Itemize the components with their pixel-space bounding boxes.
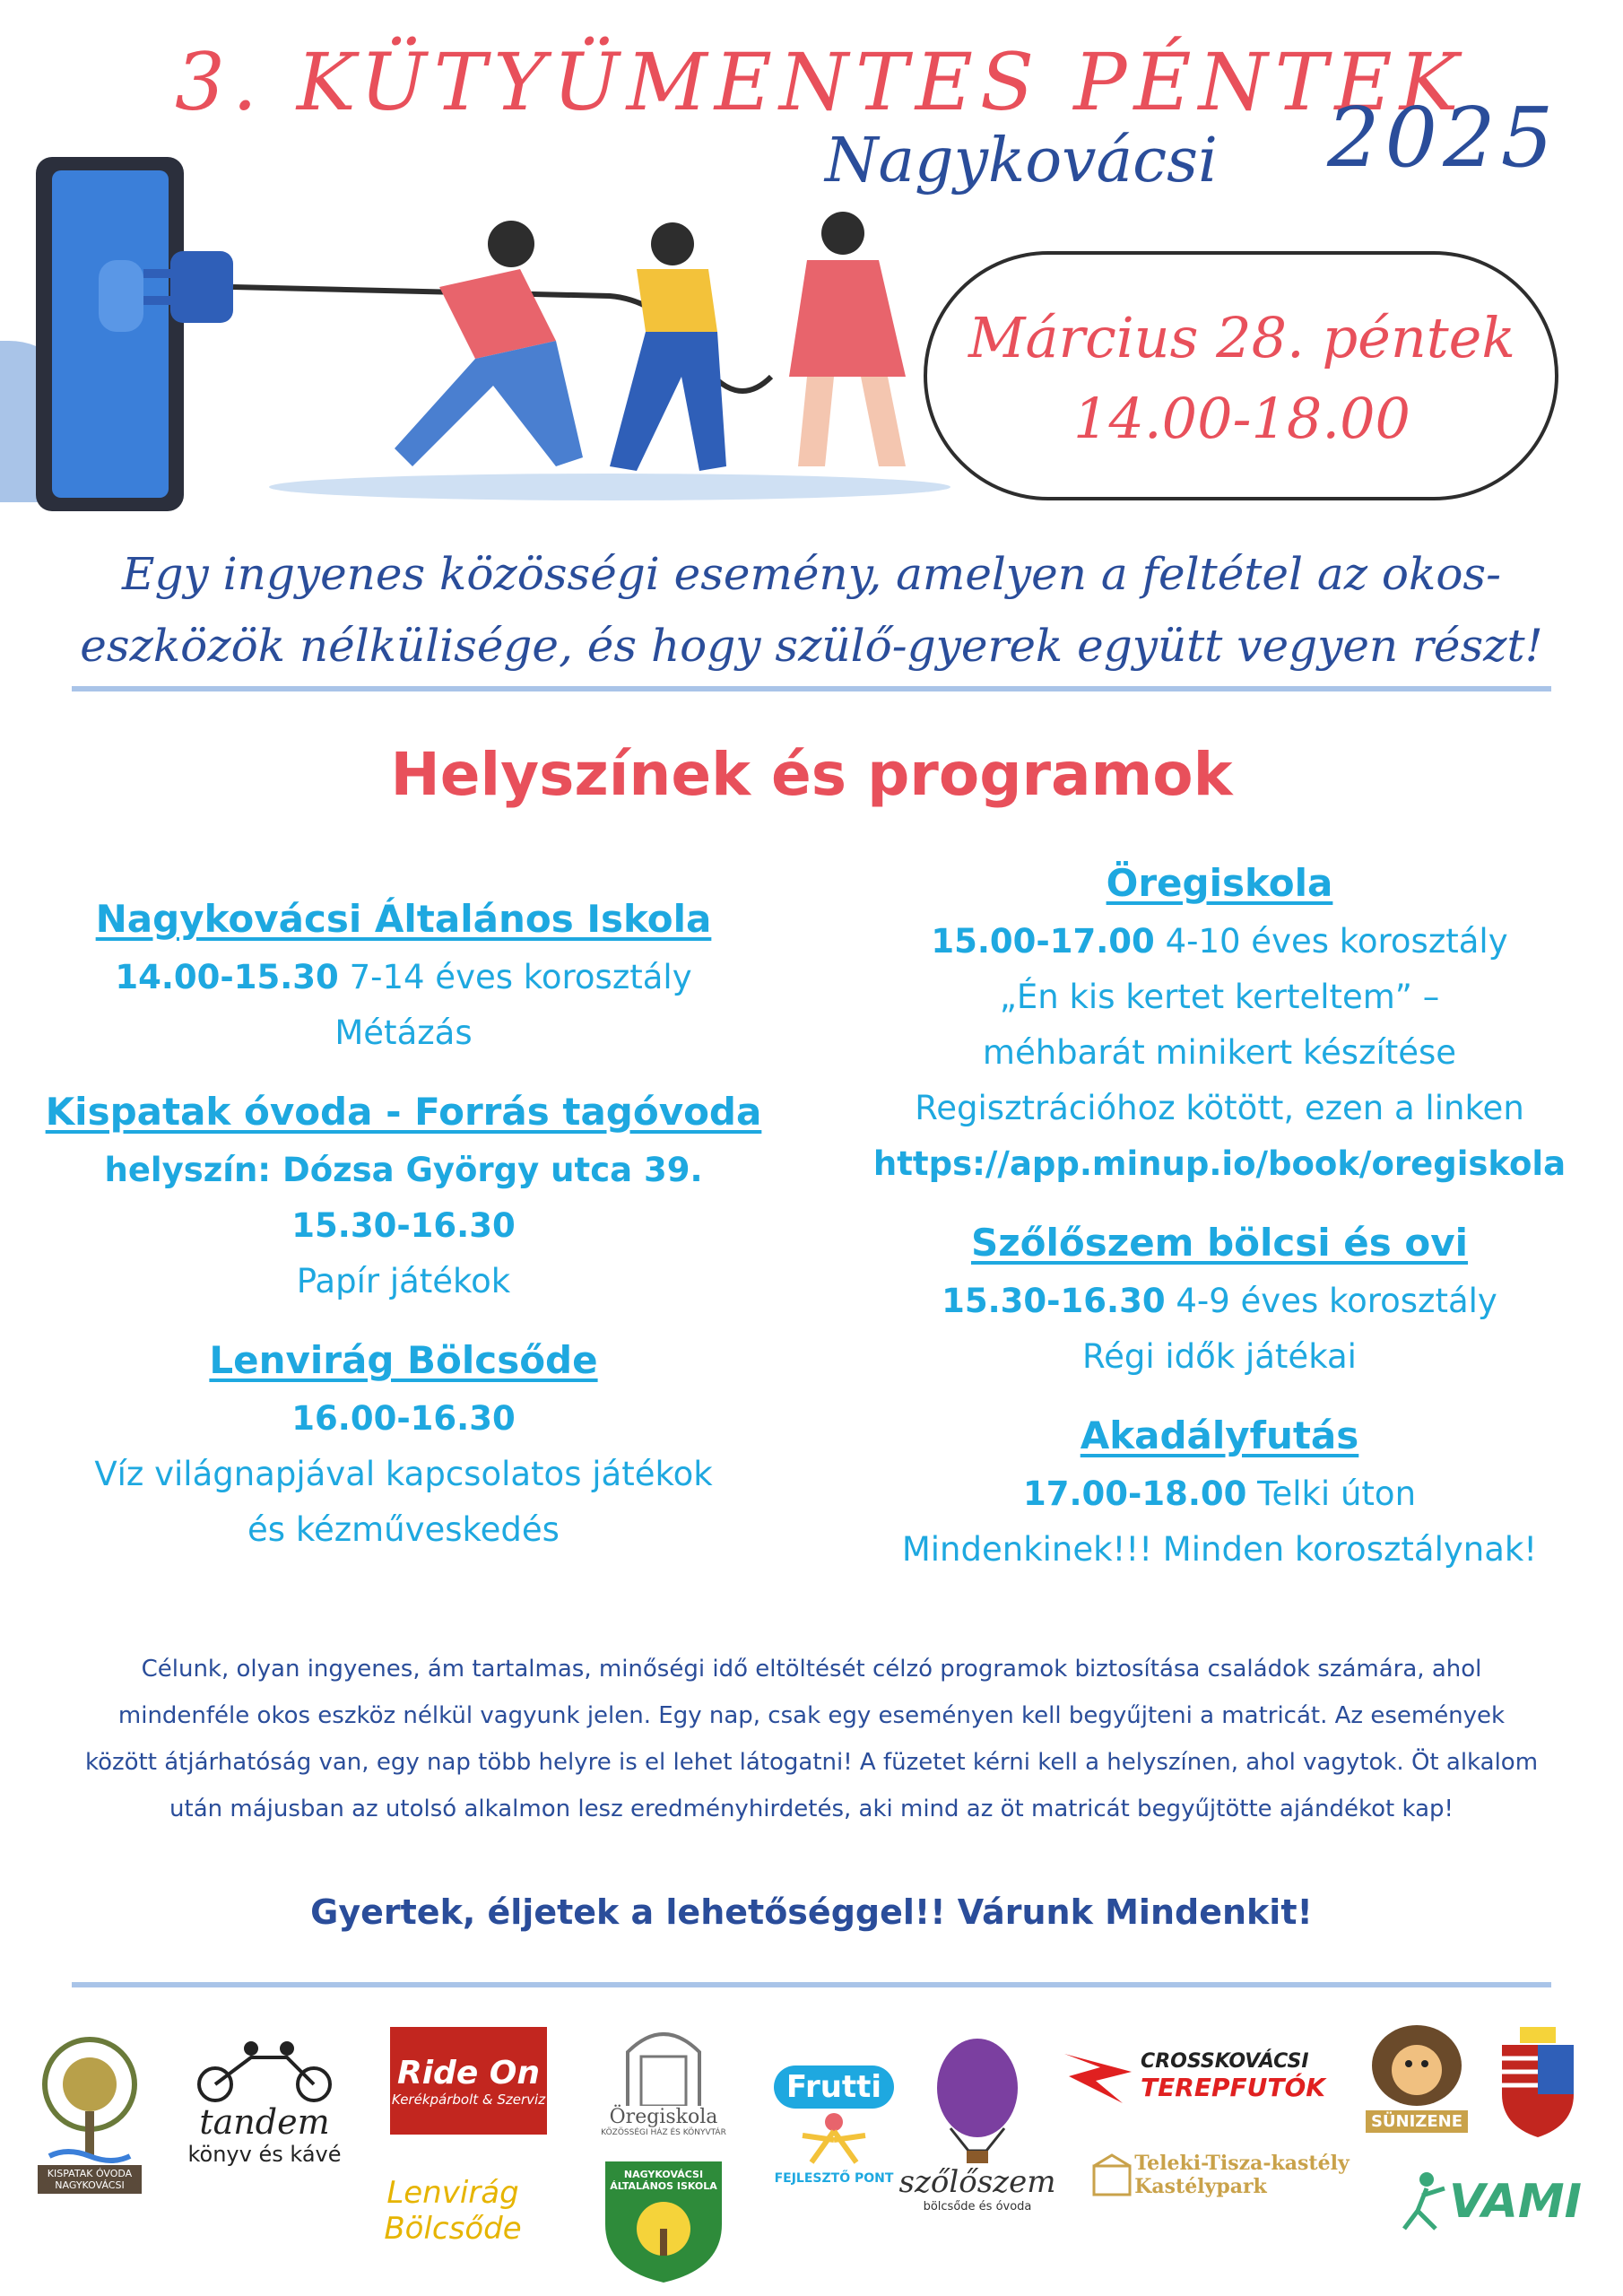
section-heading: Helyszínek és programok [390, 740, 1233, 809]
castle-icon [1089, 2152, 1134, 2197]
venue-time: 17.00-18.00 [1022, 1474, 1247, 1513]
kispatak-logo-text: KISPATAK ÓVODA NAGYKOVÁCSI [38, 2165, 142, 2194]
venue-block [27, 1090, 780, 1309]
summary-text: Célunk, olyan ingyenes, ám tartalmas, minőségi idő eltöltését célzó programok biztosítása családok számára, ahol mindenféle okos eszköz nélkül vagyunk jelen. Egy nap, csak egy eseményen kell begyűjteni a matricát. Az események között átjárhatóság van, egy nap több helyre is el lehet látogatni! A füzetet kérni kell a helyszínen, ahol vagytok. Öt alkalom után májusban az utolsó alkalmon lesz eredményhirdetés, aki mind az öt matricát begyűjtötte ajándékot kap! [84, 1656, 1539, 1822]
venue-block [843, 1413, 1596, 1578]
kispatak-logo [36, 2009, 143, 2215]
child-icon [794, 2109, 874, 2171]
tandem-logo-sub: könyv és kávé [187, 2142, 342, 2167]
divider [72, 686, 1551, 691]
venue-title: Nagykovácsi Általános Iskola [95, 897, 712, 941]
coat-of-arms-logo [1484, 2018, 1592, 2144]
venue-location: Telki úton [1246, 1474, 1417, 1513]
venue-block [843, 1221, 1596, 1385]
hedgehog-icon [1367, 2012, 1466, 2110]
venue-time: 15.00-17.00 [931, 922, 1155, 961]
venue-age: 7-14 éves korosztály [338, 958, 692, 996]
frutti-logo-name: Frutti [774, 2066, 894, 2109]
szoloszem-logo [888, 2022, 1067, 2229]
venue-title: Szőlőszem bölcsi és ovi [970, 1221, 1469, 1265]
tandem-logo [170, 2036, 359, 2170]
coat-of-arms-icon [1488, 2022, 1587, 2139]
venue-title: Akadályfutás [1080, 1413, 1359, 1457]
venue-title: Öregiskola [1106, 861, 1333, 905]
vami-logo-name: VAMI [1448, 2175, 1583, 2229]
event-year: 2025 [1327, 90, 1559, 186]
runner-swoosh-icon [1060, 2045, 1141, 2108]
venue-time: 14.00-15.30 [115, 958, 339, 996]
venue-program: és kézműveskedés [247, 1510, 560, 1549]
closing-message: Gyertek, éljetek a lehetőséggel!! Várunk Mindenkit! [310, 1892, 1313, 1932]
venue-program: méhbarát minikert készítése [982, 1033, 1457, 1072]
venue-time: 16.00-16.30 [291, 1399, 516, 1438]
divider [72, 1982, 1551, 1987]
tandem-bicycle-icon [188, 2039, 341, 2102]
tug-of-war-illustration [54, 197, 950, 493]
venue-program: Métázás [334, 1013, 473, 1052]
sunizene-logo-name: SÜNIZENE [1366, 2110, 1468, 2133]
venue-location: helyszín: Dózsa György utca 39. [104, 1151, 703, 1189]
oregiskola-logo-sub: KÖZÖSSÉGI HÁZ ÉS KÖNYVTÁR [601, 2127, 726, 2137]
oregiskola-logo-name: Öregiskola [609, 2105, 718, 2128]
rideon-logo-name: Ride On [396, 2054, 540, 2092]
date-bubble [924, 251, 1558, 500]
venue-title: Lenvirág Bölcsőde [209, 1338, 598, 1382]
socket-icon [99, 260, 143, 332]
event-town: Nagykovácsi [825, 126, 1218, 196]
venue-program: „Én kis kertet kerteltem” – [999, 978, 1440, 1016]
venue-program: Regisztrációhoz kötött, ezen a linken [915, 1089, 1524, 1127]
venue-age: 4-10 éves korosztály [1154, 922, 1508, 961]
teleki-logo-line1: Teleki-Tisza-kastély [1134, 2152, 1350, 2175]
rideon-logo-sub: Kerékpárbolt & Szerviz [391, 2091, 546, 2108]
left-venues-column [27, 897, 780, 1587]
registration-link[interactable]: https://app.minup.io/book/oregiskola [872, 1144, 1567, 1183]
venue-block [27, 897, 780, 1061]
venue-time: 15.30-16.30 [291, 1206, 516, 1245]
lenvirag-logo-line2: Bölcsőde [384, 2211, 522, 2247]
venue-block [27, 1338, 780, 1558]
plug-icon [170, 251, 233, 323]
school-logo-text: NAGYKOVÁCSI ÁLTALÁNOS ISKOLA [610, 2169, 717, 2192]
venue-program: Mindenkinek!!! Minden korosztálynak! [901, 1530, 1538, 1569]
event-tagline: Egy ingyenes közösségi esemény, amelyen a feltétel az okos-eszközök nélkülisége, és hogy szülő-gyerek együtt vegyen részt! [80, 548, 1543, 672]
lenvirag-logo-line1: Lenvirág [386, 2175, 519, 2211]
crosskovacsi-logo-name: CROSSKOVÁCSI [1141, 2050, 1309, 2073]
oregiskola-logo [587, 2005, 740, 2148]
door-icon [619, 2016, 708, 2106]
event-date: Március 28. péntek [968, 305, 1515, 370]
venue-block [843, 861, 1596, 1192]
rideon-logo [390, 2027, 547, 2135]
venue-age: 4-9 éves korosztály [1165, 1282, 1497, 1320]
right-venues-column [843, 861, 1596, 1606]
venue-program: Papír játékok [296, 1262, 511, 1300]
event-time: 14.00-18.00 [1073, 386, 1410, 451]
balloon-icon [933, 2039, 1022, 2164]
tandem-logo-name: tandem [199, 2102, 330, 2142]
school-logo [596, 2152, 731, 2283]
teleki-logo-line2: Kastélypark [1134, 2175, 1267, 2198]
crosskovacsi-logo-sub: TEREPFUTÓK [1141, 2073, 1325, 2102]
lenvirag-logo [359, 2166, 547, 2256]
event-title: 3. KÜTYÜMENTES PÉNTEK [175, 36, 1466, 128]
sunizene-logo [1354, 2005, 1480, 2139]
teleki-logo [1072, 2139, 1367, 2211]
venue-program: Víz világnapjával kapcsolatos játékok [94, 1455, 713, 1493]
crosskovacsi-logo [1045, 2036, 1341, 2117]
szoloszem-logo-sub: bölcsőde és óvoda [923, 2199, 1032, 2213]
frutti-logo-sub: FEJLESZTŐ PONT [774, 2171, 894, 2186]
vami-logo [1385, 2161, 1592, 2242]
venue-title: Kispatak óvoda - Forrás tagóvoda [45, 1090, 762, 1134]
venue-program: Régi idők játékai [1082, 1337, 1357, 1376]
szoloszem-logo-name: szőlőszem [898, 2163, 1056, 2200]
tree-icon [40, 2031, 139, 2165]
venue-time: 15.30-16.30 [942, 1282, 1166, 1320]
dancer-icon [1395, 2170, 1449, 2233]
